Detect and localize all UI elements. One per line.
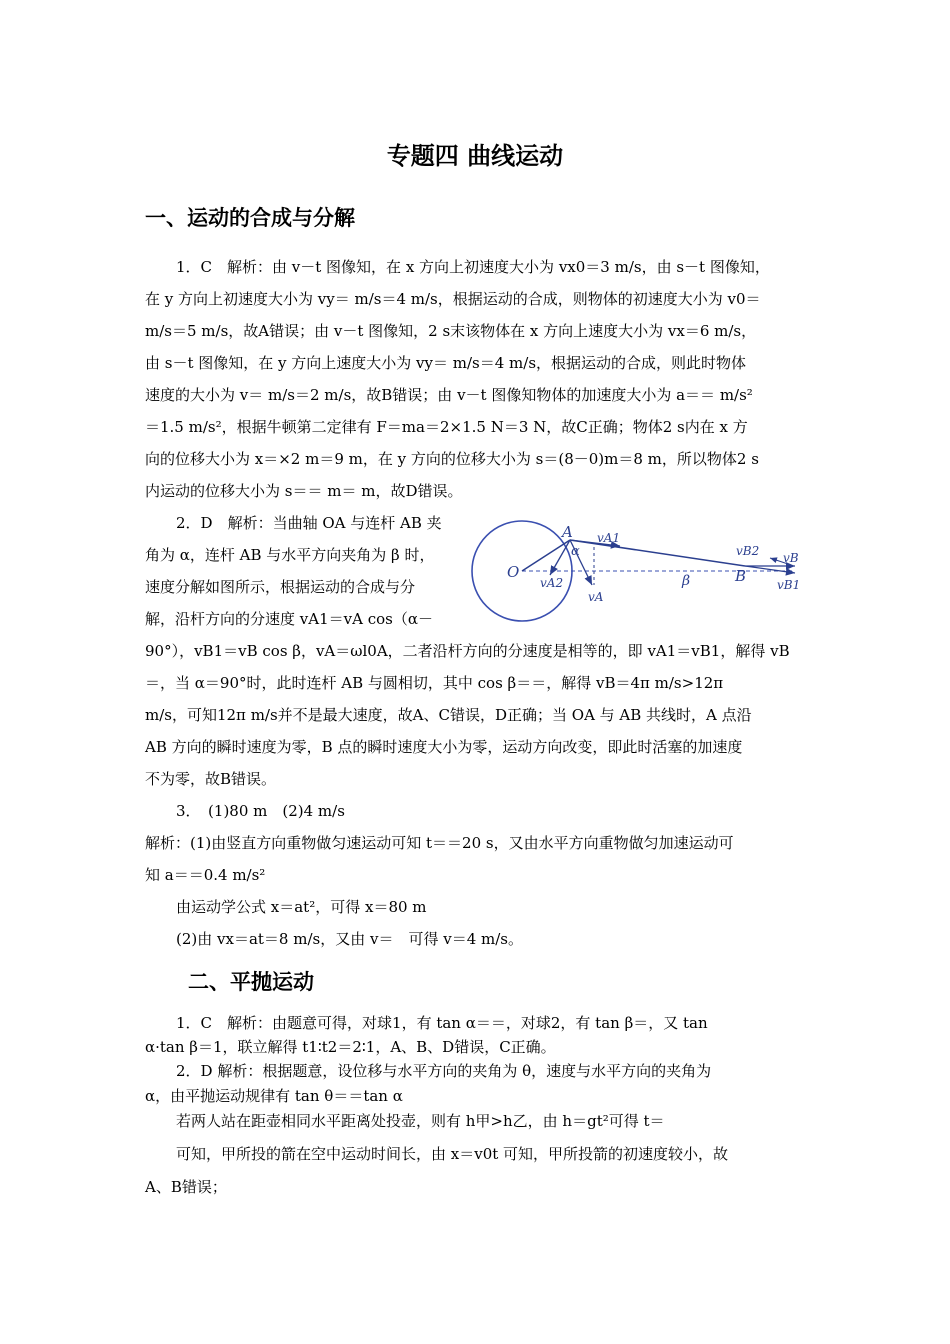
text-line: 90°），vB1＝vB cos β，vA＝ωl0A，二者沿杆方向的分速度是相等的，即 vA1＝vB1，解得 vB (145, 642, 790, 660)
text-line: ＝，当 α＝90°时，此时连杆 AB 与圆相切，其中 cos β＝＝，解得 vB＝4π m/s>12π (145, 674, 724, 692)
text-line: 由 s－t 图像知，在 y 方向上速度大小为 vy＝ m/s＝4 m/s，根据运动的合成，则此时物体 (145, 354, 747, 372)
text-line: 由运动学公式 x＝at²，可得 x＝80 m (176, 898, 427, 916)
text-line: 向的位移大小为 x＝×2 m＝9 m，在 y 方向的位移大小为 s＝(8－0)m＝8 m，所以物体2 s (145, 450, 759, 468)
vector-va2 (550, 540, 570, 575)
text-line: 不为零，故B错误。 (145, 770, 277, 788)
text-line: 2．D 解析：根据题意，设位移与水平方向的夹角为 θ，速度与水平方向的夹角为 (176, 1062, 712, 1080)
label-va1: vA1 (597, 531, 621, 545)
label-va: vA (588, 590, 604, 604)
text-line: ＝1.5 m/s²，根据牛顿第二定律有 F＝ma＝2×1.5 N＝3 N，故C正确；物体2 s内在 x 方 (145, 418, 748, 436)
text-line: 若两人站在距壶相同水平距离处投壶，则有 h甲>h乙，由 h＝gt²可得 t＝ (176, 1112, 665, 1130)
text-line: 知 a＝＝0.4 m/s² (145, 866, 266, 884)
text-line: 内运动的位移大小为 s＝＝ m＝ m，故D错误。 (145, 482, 463, 500)
text-line: m/s，可知12π m/s并不是最大速度，故A、C错误，D正确；当 OA 与 AB 共线时，A 点沿 (145, 706, 752, 724)
text-line: 角为 α，连杆 AB 与水平方向夹角为 β 时， (145, 546, 435, 564)
text-line: 1．C 解析：由 v－t 图像知，在 x 方向上初速度大小为 vx0＝3 m/s，由 s－t 图像知， (176, 258, 770, 276)
text-line: A、B错误； (145, 1178, 227, 1196)
label-a: A (562, 523, 573, 541)
label-va2: vA2 (540, 576, 564, 590)
vector-vb1 (745, 566, 795, 573)
label-beta: β (682, 573, 691, 589)
text-line: 速度的大小为 v＝ m/s＝2 m/s，故B错误；由 v－t 图像知物体的加速度大小为 a＝＝ m/s² (145, 386, 753, 404)
page-title: 专题四 曲线运动 (386, 142, 564, 170)
label-vb1: vB1 (777, 578, 801, 592)
text-line: 1．C 解析：由题意可得，对球1，有 tan α＝＝，对球2，有 tan β＝，又 tan (176, 1014, 708, 1032)
label-vb2: vB2 (736, 544, 760, 558)
text-line: 解析：(1)由竖直方向重物做匀速运动可知 t＝＝20 s，又由水平方向重物做匀加速运动可 (145, 834, 734, 852)
text-line: α·tan β＝1，联立解得 t1∶t2＝2∶1，A、B、D错误，C正确。 (145, 1038, 556, 1056)
label-o: O (507, 563, 520, 581)
text-line: 在 y 方向上初速度大小为 vy＝ m/s＝4 m/s，根据运动的合成，则物体的初速度大小为 v0＝ (145, 290, 761, 308)
crank-oa (522, 540, 570, 571)
label-vb: vB (783, 551, 799, 565)
section-heading-2: 二、平抛运动 (188, 970, 314, 994)
text-line: (2)由 vx＝at＝8 m/s，又由 v＝ 可得 v＝4 m/s。 (176, 930, 523, 948)
text-line: 可知，甲所投的箭在空中运动时间长，由 x＝v0t 可知，甲所投箭的初速度较小，故 (176, 1145, 729, 1163)
text-line: 速度分解如图所示，根据运动的合成与分 (145, 578, 416, 596)
text-line: 2．D 解析：当曲轴 OA 与连杆 AB 夹 (176, 514, 442, 532)
text-line: AB 方向的瞬时速度为零，B 点的瞬时速度大小为零，运动方向改变，即此时活塞的加速度 (145, 738, 743, 756)
text-line: 解，沿杆方向的分速度 vA1＝vA cos（α－ (145, 610, 433, 628)
text-line: 3． (1)80 m (2)4 m/s (176, 802, 345, 820)
text-line: α，由平抛运动规律有 tan θ＝＝tan α (145, 1087, 403, 1105)
velocity-decomposition-figure (470, 515, 810, 625)
section-heading-1: 一、运动的合成与分解 (145, 206, 355, 230)
text-line: m/s＝5 m/s，故A错误；由 v－t 图像知，2 s末该物体在 x 方向上速度大小为 vx＝6 m/s， (145, 322, 757, 340)
label-b: B (735, 567, 747, 585)
label-alpha: α (571, 544, 580, 559)
